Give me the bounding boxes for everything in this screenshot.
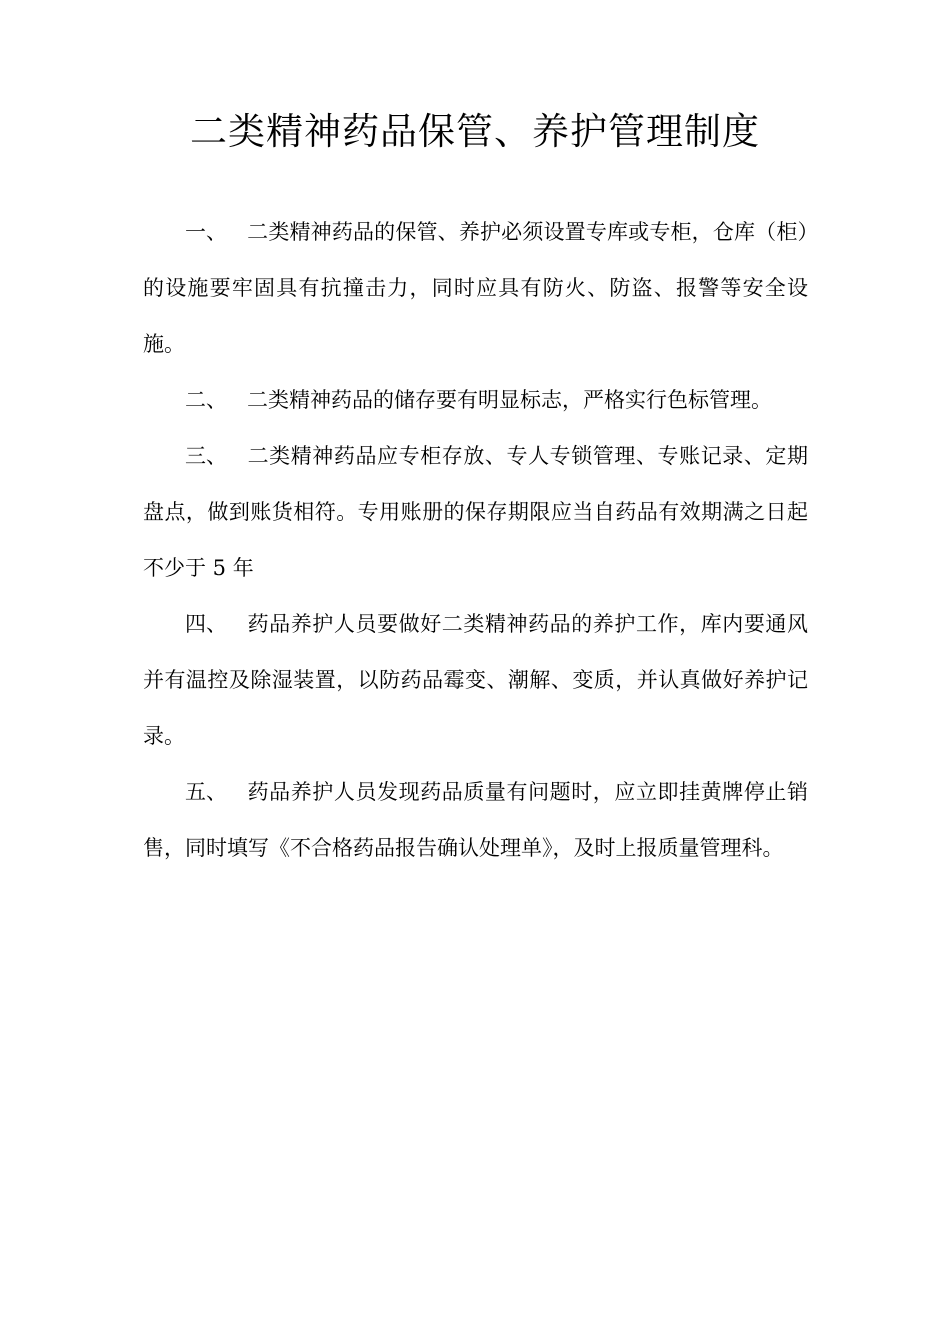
- paragraph-number: 一、: [185, 220, 227, 244]
- paragraph-5: [143, 764, 808, 876]
- paragraph-text: 二类精神药品的储存要有明显标志，严格实行色标管理。: [247, 388, 772, 412]
- paragraph-number: 五、: [185, 780, 227, 804]
- document-title: 二类精神药品保管、养护管理制度: [190, 110, 760, 153]
- paragraph-1: [143, 204, 808, 372]
- document-body: [143, 204, 808, 876]
- paragraph-text: 二类精神药品应专柜存放、专人专锁管理、专账记录、定期盘点，做到账货相符。专用账册的保存期限应当自药品有效期满之日起不少于 5 年: [143, 444, 808, 580]
- paragraph-2: [143, 372, 808, 428]
- paragraph-3: [143, 428, 808, 596]
- paragraph-text: 药品养护人员要做好二类精神药品的养护工作，库内要通风并有温控及除湿装置，以防药品霉变、潮解、变质，并认真做好养护记录。: [143, 612, 808, 748]
- paragraph-number: 四、: [185, 612, 227, 636]
- paragraph-text: 二类精神药品的保管、养护必须设置专库或专柜，仓库（柜）的设施要牢固具有抗撞击力，同时应具有防火、防盗、报警等安全设施。: [143, 220, 808, 356]
- paragraph-number: 三、: [185, 444, 227, 468]
- paragraph-text: 药品养护人员发现药品质量有问题时，应立即挂黄牌停止销售，同时填写《不合格药品报告确认处理单》，及时上报质量管理科。: [143, 780, 808, 860]
- paragraph-4: [143, 596, 808, 764]
- paragraph-number: 二、: [185, 388, 227, 412]
